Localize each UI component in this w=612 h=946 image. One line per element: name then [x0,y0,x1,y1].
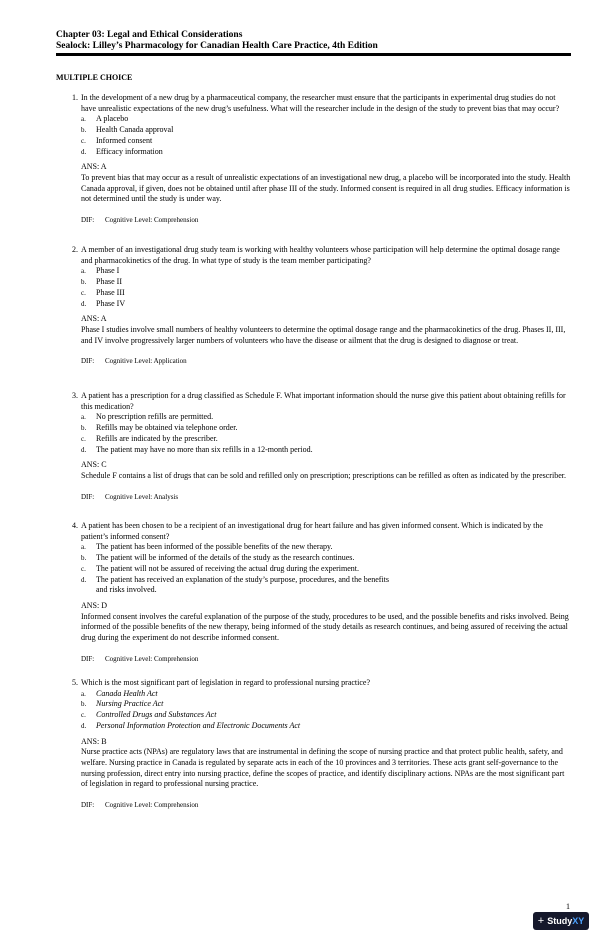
question-5 [62,678,572,811]
options-list [81,266,572,309]
option-letter: b. [81,700,87,709]
dif-value: Cognitive Level: Application [105,357,187,366]
rationale: Phase I studies involve small numbers of healthy volunteers to determine the optimal dosage range and the pharmacokinetics of the drug. Phases II, III, and IV involve progressively larger numbers of volunteers who have the disease or ailment that the drug is designed to diagnose or treat. [81,324,566,345]
rationale: Informed consent involves the careful explanation of the purpose of the study, procedures to be used, and the possible benefits and risks involved. Being informed of the possible benefits of the new therapy, being informed of the study details as research continues, and being assured of receiving the actual drug during the experiment do not describe informed consent. [81,611,569,643]
question-stem: In the development of a new drug by a pharmaceutical company, the researcher must ensure that the participants in experimental drug studies do not have unrealistic expectations of the new drug’s usefulness. What will the researcher include in the design of the study to prevent bias that may occur? [81,93,560,113]
option-a [81,114,572,125]
option-b [81,553,572,564]
options-list [81,542,572,596]
studyxy-badge[interactable] [533,912,589,930]
option-text: Phase III [96,287,125,297]
difficulty [81,356,572,367]
option-d [81,299,572,310]
option-text: The patient will be informed of the details of the study as the research continues. [96,553,355,563]
option-letter: d. [81,721,87,730]
question-number: 1. [72,93,78,102]
dif-value: Cognitive Level: Comprehension [105,654,199,663]
dif-label: DIF: [81,492,95,501]
options-list [81,114,572,157]
brand-prefix: Study [547,916,573,926]
option-text: Personal Information Protection and Electronic Documents Act [96,720,301,730]
question-number: 4. [72,521,78,530]
option-text: Phase I [96,266,120,276]
option-letter: a. [81,689,86,698]
difficulty [81,654,572,665]
option-c [81,136,572,147]
brand-suffix: XY [572,916,585,926]
header-rule [56,53,571,56]
option-d [81,147,572,158]
question-3 [62,391,572,502]
option-a [81,412,572,423]
dif-label: DIF: [81,801,95,810]
option-text: Informed consent [96,135,153,145]
option-text: Efficacy information [96,146,163,156]
options-list [81,412,572,455]
dif-value: Cognitive Level: Comprehension [105,216,199,225]
option-text: The patient may have no more than six refills in a 12-month period. [96,444,313,454]
dif-label: DIF: [81,357,95,366]
rationale: To prevent bias that may occur as a result of unrealistic expectations of an investigational new drug, a placebo will be incorporated into the study. Health Canada approval, if given, does not be obtained until after phase III of the study. Informed consent is required in all drug studies. Efficacy information is not determined until the study is under way. [81,172,571,204]
dif-value: Cognitive Level: Comprehension [105,801,199,810]
option-letter: d. [81,575,87,584]
option-d [81,721,572,732]
option-d [81,445,572,456]
rationale: Schedule F contains a list of drugs that can be sold and refilled only on prescription; prescriptions can be refilled as often as indicated by the prescriber. [81,470,566,480]
option-c [81,564,572,575]
option-text: Controlled Drugs and Substances Act [96,710,217,720]
option-letter: a. [81,267,86,276]
question-stem: A patient has been chosen to be a recipient of an investigational drug for heart failure and has given informed consent. Which is indicated by the patient’s informed consent? [81,521,543,541]
answer-key: ANS: C [81,460,107,470]
option-letter: d. [81,445,87,454]
option-letter: c. [81,564,86,573]
option-text: No prescription refills are permitted. [96,412,214,422]
option-letter: a. [81,115,86,124]
option-text: The patient has received an explanation of the study’s purpose, procedures, and the benefits and risks involved. [96,574,390,595]
option-b [81,699,572,710]
option-text: Nursing Practice Act [96,699,164,709]
option-letter: c. [81,288,86,297]
option-text: Refills may be obtained via telephone order. [96,423,238,433]
question-stem: A member of an investigational drug study team is working with healthy volunteers whose participation will help determine the optimal dosage range and pharmacokinetics of the drug. In what type of study is the team member participating? [81,245,560,265]
option-d [81,575,396,596]
option-text: Health Canada approval [96,125,174,135]
option-text: A placebo [96,114,129,124]
option-a [81,542,572,553]
option-letter: a. [81,413,86,422]
option-text: The patient will not be assured of receiving the actual drug during the experiment. [96,563,360,573]
option-text: Refills are indicated by the prescriber. [96,433,218,443]
difficulty [81,800,572,811]
option-c [81,710,572,721]
option-letter: b. [81,554,87,563]
option-b [81,125,572,136]
option-letter: b. [81,424,87,433]
options-list [81,689,572,732]
question-stem: A patient has a prescription for a drug classified as Schedule F. What important information should the nurse give this patient about obtaining refills for this medication? [81,391,566,411]
dif-value: Cognitive Level: Analysis [105,492,179,501]
option-text: The patient has been informed of the possible benefits of the new therapy. [96,542,333,552]
dif-label: DIF: [81,216,95,225]
option-a [81,689,572,700]
plus-icon: + [537,915,545,927]
option-letter: a. [81,543,86,552]
book-title: Sealock: Lilley’s Pharmacology for Canadian Health Care Practice, 4th Edition [56,41,378,51]
chapter-title: Chapter 03: Legal and Ethical Considerations [56,30,243,40]
option-b [81,277,572,288]
difficulty [81,492,572,503]
difficulty [81,215,572,226]
question-1 [62,93,572,226]
question-number: 2. [72,245,78,254]
rationale: Nurse practice acts (NPAs) are regulatory laws that are instrumental in defining the scope of nursing practice and that protect public health, safety, and welfare. Nursing practice in Canada is regulated by separate acts in each of the 10 provinces and 3 territories. These acts grant self-governance to the nursing profession, direct entry into nursing practice, define the scopes of practice, and identify disciplinary actions. NPAs are the most significant part of legislation in regard to professional nursing practice. [81,747,565,789]
option-a [81,266,572,277]
answer-key: ANS: B [81,736,107,746]
page-number: 1 [566,902,570,911]
dif-label: DIF: [81,654,95,663]
question-4 [62,521,572,664]
section-title: MULTIPLE CHOICE [56,73,133,82]
option-c [81,288,572,299]
option-letter: b. [81,278,87,287]
option-letter: c. [81,434,86,443]
option-b [81,423,572,434]
question-stem: Which is the most significant part of legislation in regard to professional nursing practice? [81,678,371,687]
option-text: Phase IV [96,298,126,308]
option-letter: d. [81,299,87,308]
option-letter: c. [81,711,86,720]
answer-key: ANS: A [81,162,107,172]
option-letter: c. [81,136,86,145]
option-text: Phase II [96,277,122,287]
answer-key: ANS: D [81,600,108,610]
answer-key: ANS: A [81,314,107,324]
question-number: 5. [72,678,78,687]
option-c [81,434,572,445]
question-2 [62,245,572,367]
option-letter: b. [81,126,87,135]
question-number: 3. [72,391,78,400]
option-text: Canada Health Act [96,688,158,698]
option-letter: d. [81,147,87,156]
